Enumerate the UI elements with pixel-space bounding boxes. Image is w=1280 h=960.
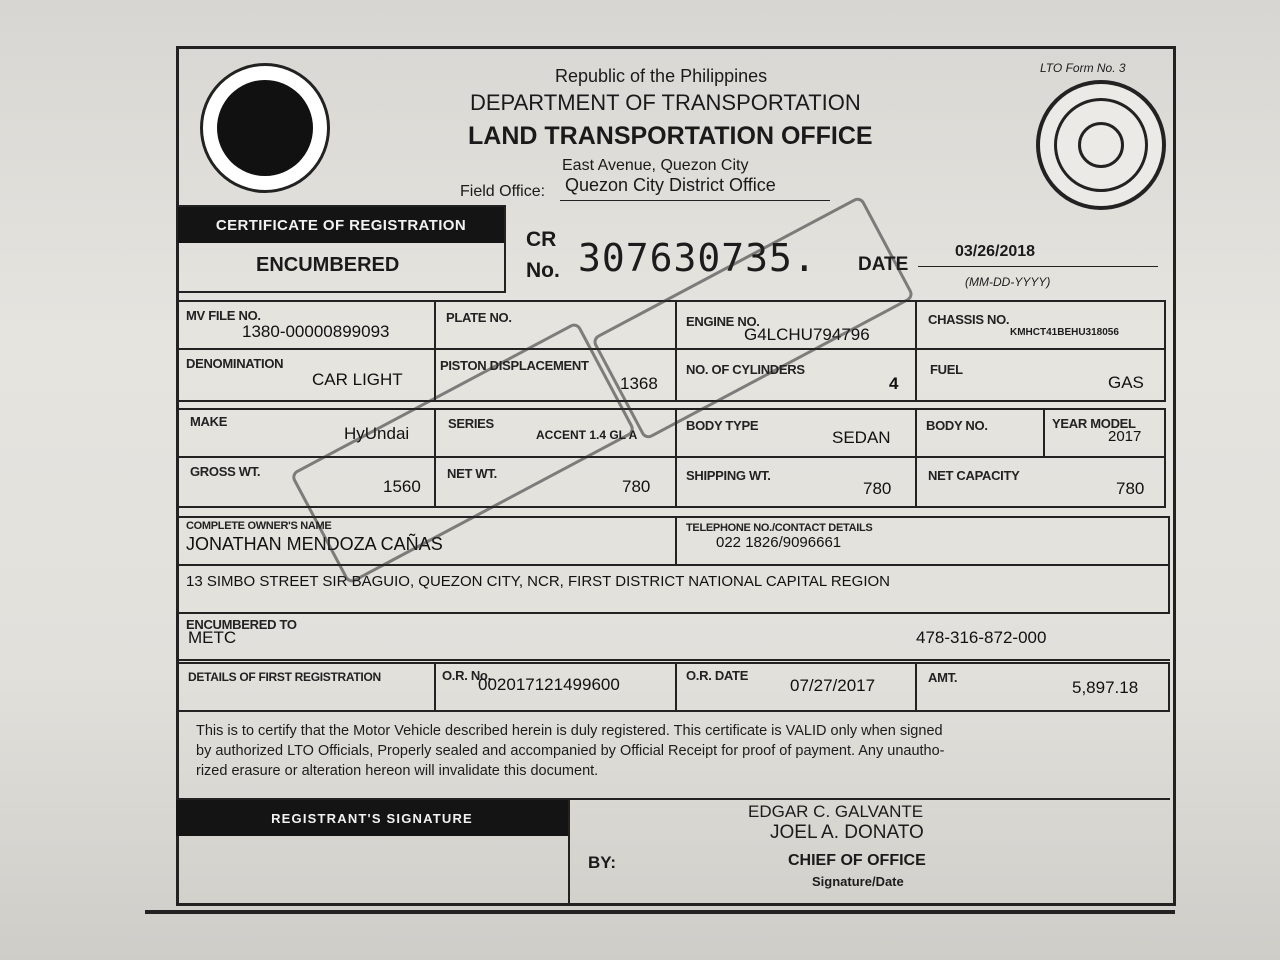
col-divider	[675, 664, 677, 710]
piston-value: 1368	[620, 374, 658, 393]
registrant-signature-label: REGISTRANT'S SIGNATURE	[176, 800, 568, 836]
year-model-value: 2017	[1108, 428, 1142, 445]
make-value: HyUndai	[344, 424, 410, 443]
gross-wt-label: GROSS WT.	[190, 464, 261, 479]
owner-name-label: COMPLETE OWNER'S NAME	[186, 520, 332, 532]
encumbered-label: ENCUMBERED TO	[186, 617, 297, 632]
amount-value: 5,897.18	[1072, 678, 1139, 697]
denomination-label: DENOMINATION	[186, 356, 284, 371]
cylinders-label: NO. OF CYLINDERS	[686, 362, 805, 377]
bottom-rule	[145, 910, 1175, 914]
col-divider	[915, 410, 917, 506]
field-office-underline	[560, 200, 830, 201]
shipping-wt-label: SHIPPING WT.	[686, 468, 771, 483]
certification-line-1: This is to certify that the Motor Vehicle described herein is duly registered. This certificate is VALID only when signed	[196, 723, 943, 739]
signatory-top: EDGAR C. GALVANTE	[748, 802, 924, 821]
or-number-value: 002017121499600	[478, 675, 620, 694]
contact-label: TELEPHONE NO./CONTACT DETAILS	[686, 522, 873, 534]
or-date-label: O.R. DATE	[686, 668, 749, 683]
col-divider	[675, 518, 677, 564]
denomination-value: CAR LIGHT	[312, 370, 403, 389]
body-type-label: BODY TYPE	[686, 418, 759, 433]
date-label: DATE	[858, 254, 909, 275]
shipping-wt-value: 780	[863, 479, 892, 498]
contact-value: 022 1826/9096661	[716, 534, 842, 551]
col-divider	[1043, 410, 1045, 456]
vehicle-spec-section	[176, 408, 1166, 508]
date-underline	[918, 266, 1158, 267]
col-divider	[915, 664, 917, 710]
mv-file-label: MV FILE NO.	[186, 308, 261, 323]
republic-text: Republic of the Philippines	[555, 66, 768, 86]
or-date-value: 07/27/2017	[790, 676, 876, 695]
series-value: ACCENT 1.4 GL A	[536, 428, 638, 442]
cylinders-value: 4	[889, 374, 899, 393]
office-address: East Avenue, Quezon City	[562, 157, 749, 174]
encumbered-value: METC	[188, 628, 237, 647]
signature-date-label: Signature/Date	[812, 874, 904, 889]
net-capacity-value: 780	[1116, 479, 1145, 498]
plate-label: PLATE NO.	[446, 310, 512, 325]
col-divider	[434, 410, 436, 506]
field-office-value: Quezon City District Office	[565, 175, 776, 195]
owner-name-value: JONATHAN MENDOZA CAÑAS	[186, 534, 443, 554]
net-capacity-label: NET CAPACITY	[928, 468, 1020, 483]
certification-line-3: rized erasure or alteration hereon will invalidate this document.	[196, 763, 599, 779]
year-model-label: YEAR MODEL	[1052, 416, 1136, 431]
encumbered-tin: 478-316-872-000	[916, 628, 1047, 647]
form-number: LTO Form No. 3	[1040, 61, 1126, 75]
certification-text	[196, 721, 1156, 781]
cr-date: 03/26/2018	[955, 243, 1036, 260]
lto-seal-icon	[1036, 80, 1166, 210]
row-divider	[178, 456, 1164, 458]
net-wt-label: NET WT.	[447, 466, 497, 481]
col-divider	[675, 302, 677, 400]
chassis-value: KMHCT41BEHU318056	[1010, 327, 1119, 338]
dotr-seal-icon	[200, 63, 330, 193]
col-divider	[568, 800, 570, 906]
col-divider	[675, 410, 677, 506]
series-label: SERIES	[448, 416, 494, 431]
no-label: No.	[526, 259, 560, 282]
engine-value: G4LCHU794796	[744, 325, 870, 344]
office-title: LAND TRANSPORTATION OFFICE	[468, 122, 873, 150]
date-format: (MM-DD-YYYY)	[965, 275, 1051, 289]
piston-label: PISTON DISPLACEMENT	[440, 358, 589, 373]
row-divider	[178, 348, 1164, 350]
engine-label: ENGINE NO.	[686, 314, 760, 329]
signatory-position: CHIEF OF OFFICE	[788, 852, 926, 869]
signatory-name: JOEL A. DONATO	[770, 822, 924, 843]
row-divider	[178, 564, 1168, 566]
field-office-label: Field Office:	[460, 183, 546, 200]
amount-label: AMT.	[928, 670, 958, 685]
cr-label: CR	[526, 228, 557, 251]
by-label: BY:	[588, 853, 617, 872]
first-registration-label: DETAILS OF FIRST REGISTRATION	[188, 670, 381, 684]
certificate-title: CERTIFICATE OF REGISTRATION	[178, 207, 504, 243]
owner-address: 13 SIMBO STREET SIR BAGUIO, QUEZON CITY, NCR, FIRST DISTRICT NATIONAL CAPITAL REGION	[186, 573, 891, 590]
registration-status: ENCUMBERED	[256, 254, 400, 276]
department-title: DEPARTMENT OF TRANSPORTATION	[470, 90, 861, 115]
certification-line-2: by authorized LTO Officials, Properly sealed and accompanied by Official Receipt for proof of payment. Any unautho-	[196, 743, 945, 759]
gross-wt-value: 1560	[383, 477, 421, 496]
body-type-value: SEDAN	[832, 428, 891, 447]
row-divider	[176, 659, 1170, 661]
mv-file-value: 1380-00000899093	[242, 322, 390, 341]
col-divider	[915, 302, 917, 400]
col-divider	[434, 302, 436, 400]
or-number-label: O.R. No.	[442, 668, 491, 683]
col-divider	[434, 664, 436, 710]
net-wt-value: 780	[622, 477, 651, 496]
body-no-label: BODY NO.	[926, 418, 988, 433]
fuel-label: FUEL	[930, 362, 963, 377]
make-label: MAKE	[190, 414, 228, 429]
fuel-value: GAS	[1108, 373, 1144, 392]
cr-number: 307630735.	[578, 236, 817, 280]
chassis-label: CHASSIS NO.	[928, 312, 1010, 327]
